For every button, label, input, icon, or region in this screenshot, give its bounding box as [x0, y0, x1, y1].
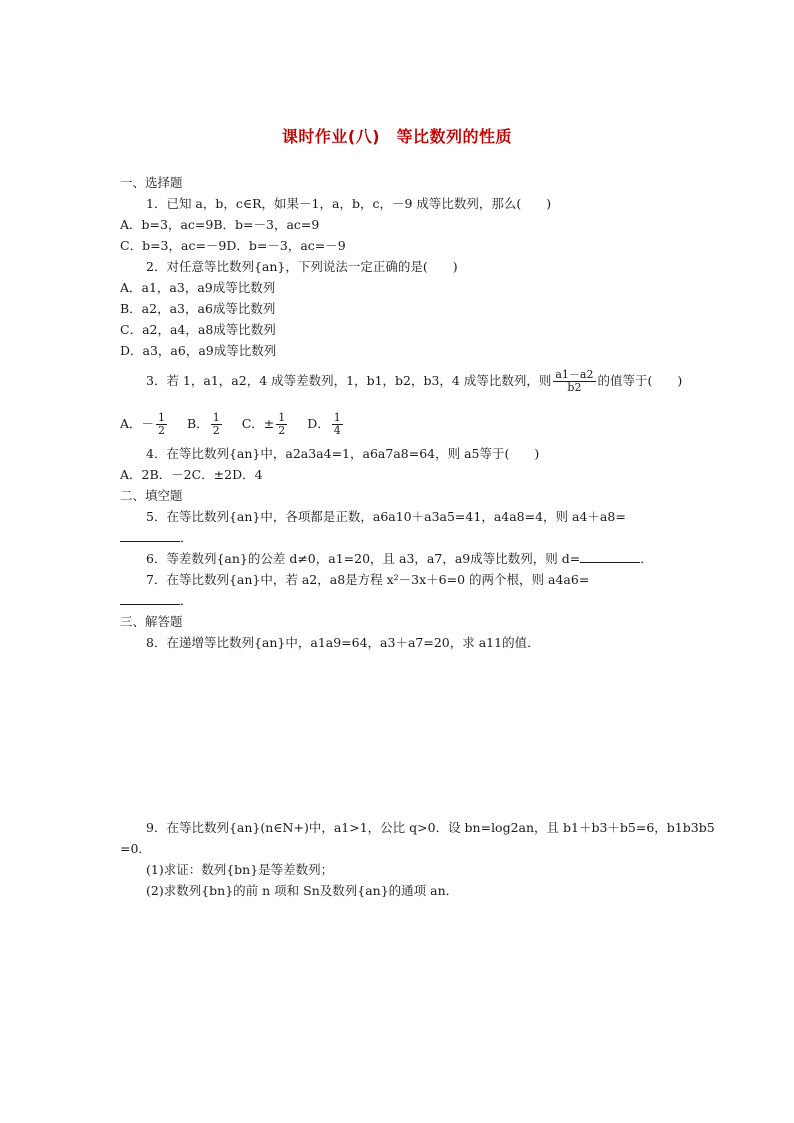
question-9: 9．在等比数列{an}(n∈N+)中，a1>1，公比 q>0．设 bn=log2an，且 b1＋b3＋b5=6，b1b3b5: [146, 820, 715, 835]
question-2: 2．对任意等比数列{an}，下列说法一定正确的是( ): [146, 259, 458, 274]
question-1-options-ab: A．b=3，ac=9B．b=－3，ac=9: [120, 217, 320, 232]
section-fill-heading: 二、填空题: [120, 488, 183, 503]
question-2-option-a: A．a1，a3，a9成等比数列: [120, 280, 276, 295]
question-1-options-cd: C．b=3，ac=－9D．b=－3，ac=－9: [120, 238, 346, 253]
question-3: [146, 369, 682, 394]
question-6: 6．等差数列{an}的公差 d≠0，a1=20，且 a3，a7，a9成等比数列，则 d= ．: [146, 551, 653, 566]
question-9-continued: =0．: [120, 841, 151, 856]
question-9-part-1: (1)求证：数列{bn}是等差数列；: [146, 862, 334, 877]
answer-blank: [120, 529, 180, 542]
question-8: 8．在递增等比数列{an}中，a1a9=64，a3＋a7=20，求 a11的值．: [146, 635, 540, 650]
question-2-option-d: D．a3，a6，a9成等比数列: [120, 343, 277, 358]
page-title: 课时作业(八) 等比数列的性质: [281, 127, 513, 146]
question-3-fraction: $\frac{a1-a2}{b2}$: [555, 368, 594, 394]
section-answer-heading: 三、解答题: [120, 614, 183, 629]
question-5-answer-line: ．: [120, 528, 193, 548]
section-choice-heading: 一、选择题: [120, 175, 183, 190]
question-1: 1．已知 a，b，c∈R，如果－1，a，b，c，－9 成等比数列，那么( ): [146, 196, 552, 211]
question-5: 5．在等比数列{an}中，各项都是正数，a6a10＋a3a5=41，a4a8=4，则 a4＋a8=: [146, 509, 626, 524]
question-3-options: A．－ $\frac{1}{2}$ B． $\frac{1}{2}$ C．± $\frac{1}{2}$ D． $\frac{1}{4}$: [120, 411, 341, 437]
question-4-options: A．2B．－2C．±2D．4: [120, 467, 263, 482]
question-7: 7．在等比数列{an}中，若 a2，a8是方程 x²－3x＋6=0 的两个根，则 a4a6=: [146, 572, 590, 587]
answer-blank: [580, 550, 640, 563]
question-9-part-2: (2)求数列{bn}的前 n 项和 Sn及数列{an}的通项 an．: [146, 883, 459, 898]
answer-blank: [120, 592, 180, 605]
question-7-answer-line: ．: [120, 591, 193, 611]
question-4: 4．在等比数列{an}中，a2a3a4=1，a6a7a8=64，则 a5等于( ): [146, 446, 540, 461]
question-3-tail: 的值等于( ): [597, 373, 683, 388]
question-3-stem: 3．若 1，a1，a2，4 成等差数列，1，b1，b2，b3，4 成等比数列，则: [146, 373, 552, 388]
question-2-option-b: B．a2，a3，a6成等比数列: [120, 301, 276, 316]
question-2-option-c: C．a2，a4，a8成等比数列: [120, 322, 276, 337]
